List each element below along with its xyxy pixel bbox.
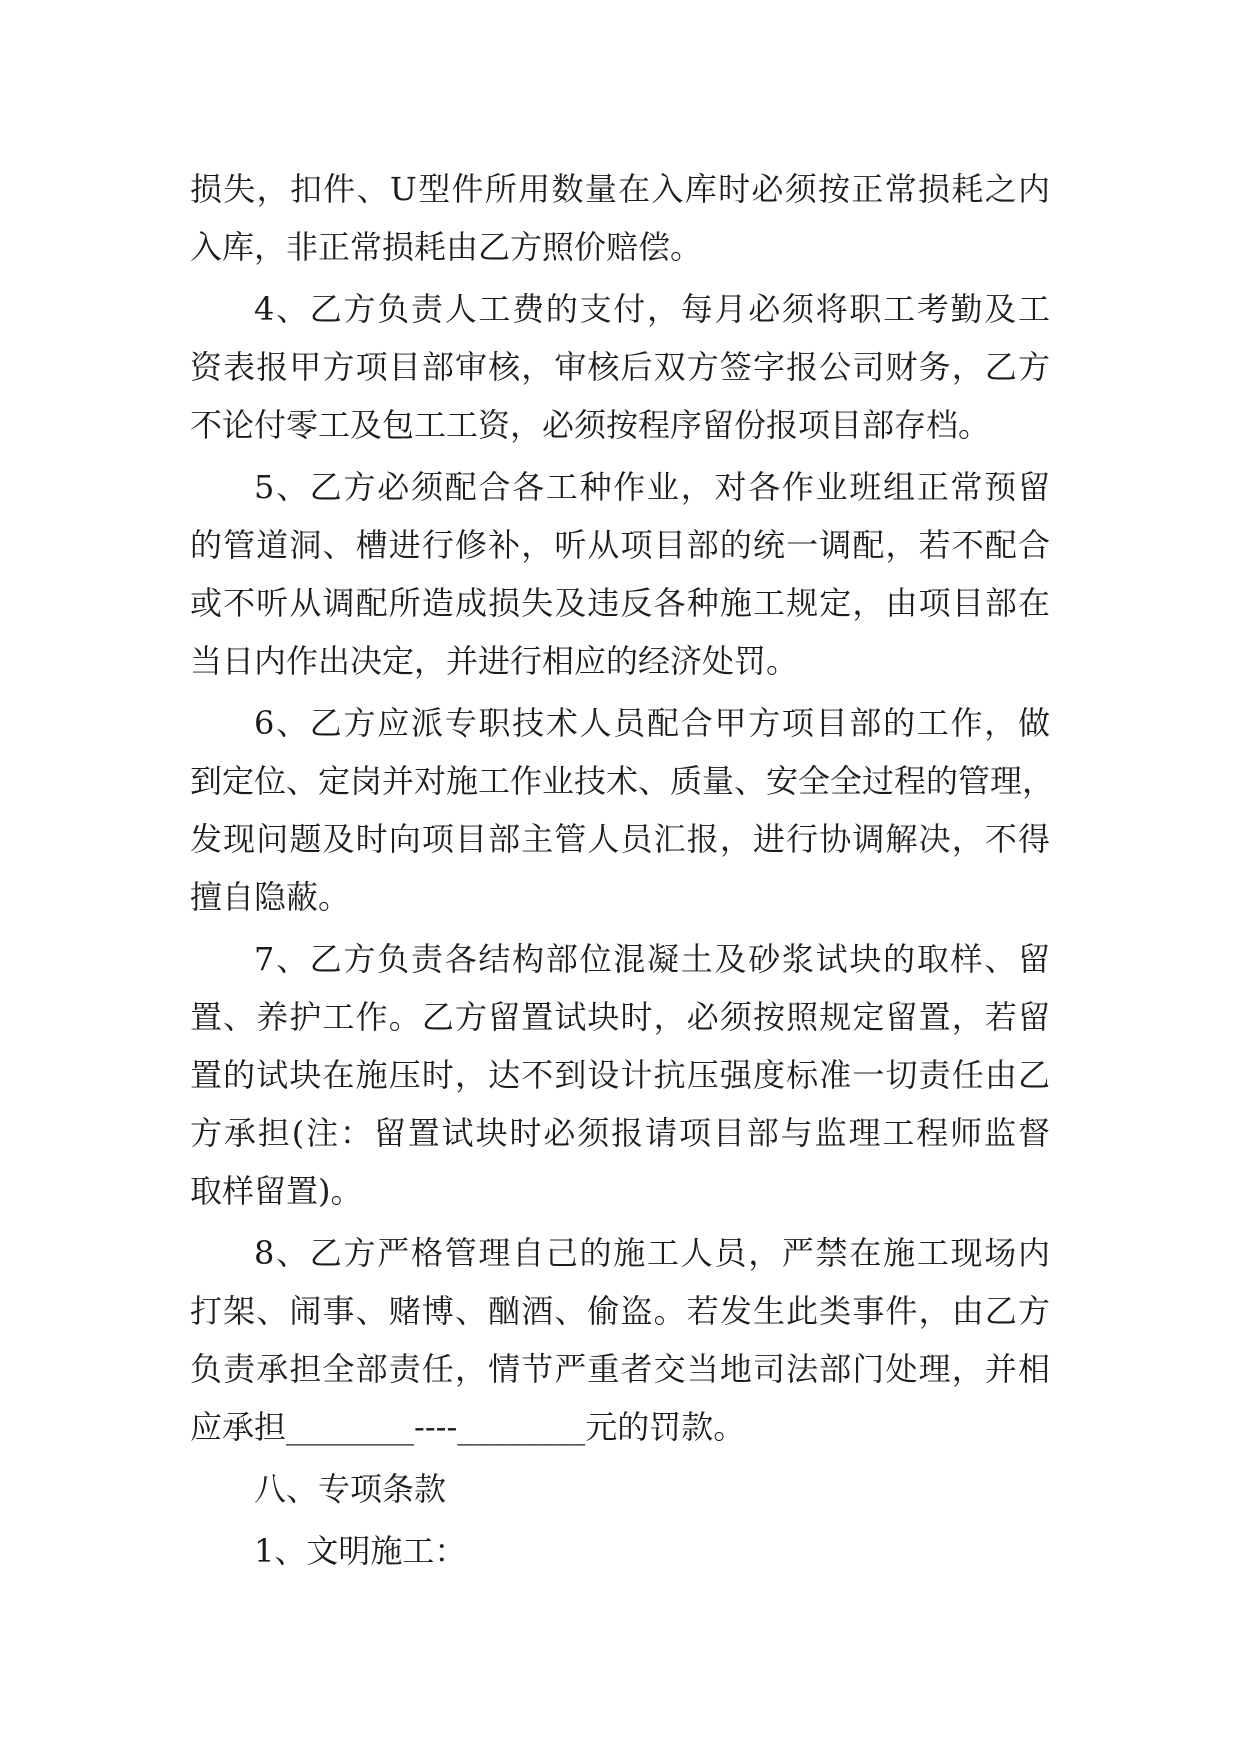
text-line: 不论付零工及包工工资，必须按程序留份报项目部存档。 [190,406,991,444]
clause-8-line: 8、乙方严格管理自己的施工人员，严禁在施工现场内 [254,1234,1050,1272]
clause-6-line: 6、乙方应派专职技术人员配合甲方项目部的工作，做 [254,704,1050,742]
text-line: 擅自隐蔽。 [190,878,351,916]
text-line: 损失，扣件、U型件所用数量在入库时必须按正常损耗之内 [190,170,1050,208]
text-line: 或不听从调配所造成损失及违反各种施工规定，由项目部在 [190,584,1050,622]
text-line: 资表报甲方项目部审核，审核后双方签字报公司财务，乙方 [190,348,1050,386]
text-line: 应承担________----________元的罚款。 [190,1408,746,1446]
text-line: 到定位、定岗并对施工作业技术、质量、安全全过程的管理， [190,762,1055,800]
text-line: 置、养护工作。乙方留置试块时，必须按照规定留置，若留 [190,998,1050,1036]
text-line: 入库，非正常损耗由乙方照价赔偿。 [190,228,703,266]
text-line: 发现问题及时向项目部主管人员汇报，进行协调解决，不得 [190,820,1050,858]
clause-7-line: 7、乙方负责各结构部位混凝土及砂浆试块的取样、留 [254,940,1050,978]
text-line: 当日内作出决定，并进行相应的经济处罚。 [190,642,799,680]
clause-4-line: 4、乙方负责人工费的支付，每月必须将职工考勤及工 [254,290,1050,328]
text-line: 方承担(注：留置试块时必须报请项目部与监理工程师监督 [190,1114,1050,1152]
section-heading: 八、专项条款 [254,1470,447,1508]
text-line: 的管道洞、槽进行修补，听从项目部的统一调配，若不配合 [190,526,1050,564]
text-line: 打架、闹事、赌博、酗酒、偷盗。若发生此类事件，由乙方 [190,1292,1050,1330]
text-line: 负责承担全部责任，情节严重者交当地司法部门处理，并相 [190,1350,1050,1388]
clause-5-line: 5、乙方必须配合各工种作业，对各作业班组正常预留 [254,468,1050,506]
subsection-heading: 1、文明施工： [254,1532,467,1570]
text-line: 取样留置)。 [190,1172,363,1210]
text-line: 置的试块在施压时，达不到设计抗压强度标准一切责任由乙 [190,1056,1050,1094]
